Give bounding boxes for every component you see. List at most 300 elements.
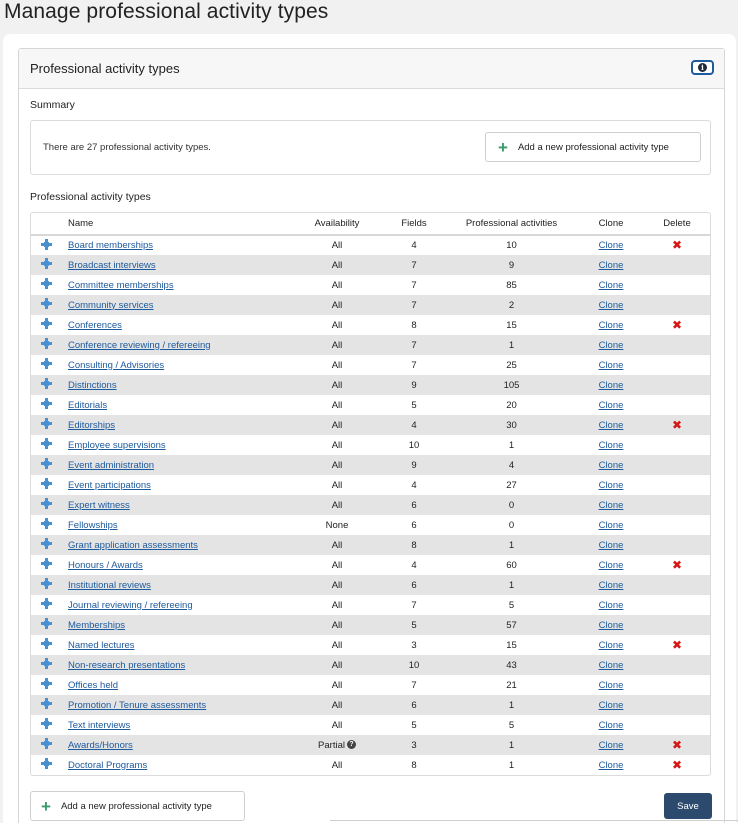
drag-move-icon <box>41 378 52 389</box>
info-icon: i <box>698 63 707 72</box>
activity-types-panel <box>18 48 725 823</box>
drag-move-icon <box>41 518 52 529</box>
table-row <box>31 395 710 415</box>
activities-cell: 1 <box>508 579 515 591</box>
availability-value: All <box>331 599 343 611</box>
drag-handle[interactable] <box>31 555 61 575</box>
drag-move-icon <box>41 698 52 709</box>
drag-handle[interactable] <box>31 275 61 295</box>
activities-cell: 1 <box>508 699 515 711</box>
delete-cell <box>644 495 710 515</box>
activity-type-link[interactable]: Editorships <box>68 419 115 431</box>
clone-link[interactable]: Clone <box>598 419 624 431</box>
availability-value: All <box>331 240 343 251</box>
clone-cell <box>578 395 644 415</box>
info-button[interactable] <box>691 60 714 75</box>
drag-handle[interactable] <box>31 455 61 475</box>
fields-cell: 5 <box>411 719 417 731</box>
drag-move-icon <box>41 758 52 769</box>
save-button[interactable]: Save <box>664 793 712 819</box>
drag-move-icon <box>41 298 52 309</box>
clone-link[interactable]: Clone <box>598 399 624 411</box>
clone-cell <box>578 415 644 435</box>
column-header-clone: Clone <box>578 213 644 235</box>
activity-type-link[interactable]: Non-research presentations <box>68 659 186 671</box>
availability-cell <box>291 255 383 275</box>
clone-link[interactable]: Clone <box>598 439 624 451</box>
fields-cell: 7 <box>411 279 417 291</box>
activities-cell: 2 <box>508 299 515 311</box>
clone-link[interactable]: Clone <box>598 659 624 671</box>
availability-cell <box>291 535 383 555</box>
drag-handle[interactable] <box>31 535 61 555</box>
drag-handle[interactable] <box>31 375 61 395</box>
clone-cell <box>578 375 644 395</box>
delete-icon[interactable]: ✖ <box>671 417 683 432</box>
clone-link[interactable]: Clone <box>598 539 624 551</box>
availability-cell <box>291 575 383 595</box>
drag-handle[interactable] <box>31 575 61 595</box>
clone-link[interactable]: Clone <box>598 719 624 731</box>
drag-move-icon <box>41 239 52 250</box>
name-cell <box>61 655 291 675</box>
name-cell <box>61 595 291 615</box>
drag-move-icon <box>41 498 52 509</box>
drag-handle[interactable] <box>31 615 61 635</box>
clone-cell <box>578 675 644 695</box>
availability-value: All <box>331 419 343 431</box>
drag-handle[interactable] <box>31 395 61 415</box>
activity-types-table-container <box>30 212 711 776</box>
drag-handle[interactable] <box>31 755 61 775</box>
activities-cell: 60 <box>506 559 517 571</box>
clone-link[interactable]: Clone <box>598 319 624 331</box>
clone-cell <box>578 515 644 535</box>
drag-move-icon <box>41 418 52 429</box>
table-row <box>31 675 710 695</box>
clone-cell <box>578 275 644 295</box>
availability-value: All <box>331 359 343 371</box>
clone-link[interactable]: Clone <box>598 679 624 691</box>
availability-cell <box>291 495 383 515</box>
activity-type-link[interactable]: Expert witness <box>68 499 130 511</box>
clone-cell <box>578 695 644 715</box>
activity-type-link[interactable]: Conference reviewing / refereeing <box>68 339 211 351</box>
fields-cell: 8 <box>411 319 417 331</box>
drag-move-icon <box>41 438 52 449</box>
activity-type-link[interactable]: Named lectures <box>68 639 135 651</box>
clone-cell <box>578 535 644 555</box>
activity-type-link[interactable]: Awards/Honors <box>68 739 133 751</box>
delete-cell <box>644 255 710 275</box>
clone-cell <box>578 655 644 675</box>
activities-cell: 1 <box>508 539 515 551</box>
clone-link[interactable]: Clone <box>598 359 624 371</box>
drag-handle[interactable] <box>31 295 61 315</box>
delete-cell <box>644 315 710 335</box>
drag-handle[interactable] <box>31 635 61 655</box>
help-icon[interactable]: ? <box>347 740 356 749</box>
table-row <box>31 335 710 355</box>
drag-handle[interactable] <box>31 595 61 615</box>
availability-cell <box>291 315 383 335</box>
availability-value: All <box>331 319 343 331</box>
activities-cell: 15 <box>506 319 517 331</box>
name-cell <box>61 755 291 775</box>
summary-text: There are 27 professional activity types. <box>43 142 211 153</box>
drag-move-icon <box>41 598 52 609</box>
drag-handle[interactable] <box>31 715 61 735</box>
column-header-delete: Delete <box>644 213 710 235</box>
delete-cell <box>644 475 710 495</box>
drag-handle[interactable] <box>31 255 61 275</box>
table-row <box>31 295 710 315</box>
table-row <box>31 575 710 595</box>
plus-icon: + <box>41 796 51 816</box>
drag-handle[interactable] <box>31 655 61 675</box>
availability-value: All <box>331 499 343 511</box>
clone-link[interactable]: Clone <box>598 259 624 271</box>
clone-link[interactable]: Clone <box>598 339 624 351</box>
availability-value: All <box>331 559 343 571</box>
divider <box>330 820 738 821</box>
activities-cell: 0 <box>508 499 515 511</box>
activity-type-link[interactable]: Community services <box>68 299 154 311</box>
delete-cell <box>644 515 710 535</box>
clone-cell <box>578 235 644 255</box>
clone-link[interactable]: Clone <box>598 459 624 471</box>
table-row <box>31 415 710 435</box>
fields-cell: 4 <box>411 240 417 251</box>
drag-handle[interactable] <box>31 735 61 755</box>
clone-link[interactable]: Clone <box>598 499 624 511</box>
availability-value: All <box>331 659 343 671</box>
fields-cell: 8 <box>411 759 417 771</box>
clone-cell <box>578 335 644 355</box>
name-cell <box>61 715 291 735</box>
table-row <box>31 735 710 755</box>
activity-type-link[interactable]: Promotion / Tenure assessments <box>68 699 207 711</box>
delete-cell <box>644 675 710 695</box>
availability-cell <box>291 735 383 755</box>
delete-cell <box>644 395 710 415</box>
name-cell <box>61 315 291 335</box>
activity-type-link[interactable]: Event administration <box>68 459 155 471</box>
table-row <box>31 695 710 715</box>
activity-type-link[interactable]: Committee memberships <box>68 279 174 291</box>
table-row <box>31 275 710 295</box>
table-row <box>31 235 710 255</box>
summary-label: Summary <box>30 99 75 111</box>
activity-type-link[interactable]: Honours / Awards <box>68 559 143 571</box>
availability-value: All <box>331 399 343 411</box>
table-row <box>31 355 710 375</box>
clone-cell <box>578 575 644 595</box>
availability-value: All <box>331 579 343 591</box>
availability-cell <box>291 395 383 415</box>
name-cell <box>61 695 291 715</box>
clone-cell <box>578 255 644 275</box>
fields-cell: 3 <box>411 739 417 751</box>
clone-link[interactable]: Clone <box>598 579 624 591</box>
activity-type-link[interactable]: Offices held <box>68 679 118 691</box>
table-header-row <box>31 213 710 235</box>
activities-cell: 20 <box>506 399 517 411</box>
delete-icon[interactable]: ✖ <box>671 557 683 572</box>
name-cell <box>61 475 291 495</box>
drag-move-icon <box>41 618 52 629</box>
fields-cell: 7 <box>411 679 417 691</box>
drag-handle[interactable] <box>31 355 61 375</box>
table-body <box>31 235 710 775</box>
fields-cell: 10 <box>408 659 420 671</box>
activity-type-link[interactable]: Editorials <box>68 399 108 411</box>
name-cell <box>61 455 291 475</box>
activity-type-link[interactable]: Text interviews <box>68 719 131 731</box>
activities-cell: 9 <box>508 259 515 271</box>
activities-cell: 4 <box>508 459 515 471</box>
delete-icon[interactable]: ✖ <box>671 238 683 252</box>
clone-cell <box>578 755 644 775</box>
delete-icon[interactable]: ✖ <box>671 757 683 772</box>
delete-icon[interactable]: ✖ <box>671 317 683 332</box>
fields-cell: 7 <box>411 339 417 351</box>
name-cell <box>61 555 291 575</box>
activities-cell: 85 <box>506 279 517 291</box>
delete-cell <box>644 735 710 755</box>
name-cell <box>61 735 291 755</box>
activity-type-link[interactable]: Doctoral Programs <box>68 759 148 771</box>
fields-cell: 9 <box>411 459 417 471</box>
availability-cell <box>291 415 383 435</box>
clone-cell <box>578 715 644 735</box>
column-header-fields: Fields <box>383 213 445 235</box>
fields-cell: 4 <box>411 559 417 571</box>
delete-cell <box>644 635 710 655</box>
delete-cell <box>644 695 710 715</box>
activity-type-link[interactable]: Consulting / Advisories <box>68 359 165 371</box>
fields-cell: 4 <box>411 419 417 431</box>
clone-link[interactable]: Clone <box>598 279 624 291</box>
clone-cell <box>578 595 644 615</box>
name-cell <box>61 495 291 515</box>
table-row <box>31 495 710 515</box>
column-header-availability: Availability <box>291 213 383 235</box>
clone-link[interactable]: Clone <box>598 559 624 571</box>
delete-cell <box>644 595 710 615</box>
table-row <box>31 435 710 455</box>
availability-cell <box>291 655 383 675</box>
availability-cell <box>291 435 383 455</box>
delete-cell <box>644 755 710 775</box>
availability-cell <box>291 695 383 715</box>
drag-handle[interactable] <box>31 695 61 715</box>
activities-cell: 1 <box>508 759 515 771</box>
name-cell <box>61 375 291 395</box>
clone-link[interactable]: Clone <box>598 639 624 651</box>
fields-cell: 5 <box>411 619 417 631</box>
drag-handle[interactable] <box>31 335 61 355</box>
activities-cell: 5 <box>508 599 515 611</box>
fields-cell: 6 <box>411 499 417 511</box>
name-cell <box>61 275 291 295</box>
clone-link[interactable]: Clone <box>598 240 624 251</box>
fields-cell: 7 <box>411 299 417 311</box>
table-row <box>31 635 710 655</box>
add-activity-type-label: Add a new professional activity type <box>517 141 669 153</box>
table-row <box>31 655 710 675</box>
name-cell <box>61 255 291 275</box>
clone-cell <box>578 555 644 575</box>
availability-value: All <box>331 539 343 551</box>
activity-type-link[interactable]: Journal reviewing / refereeing <box>68 599 193 611</box>
availability-value: All <box>331 299 343 311</box>
delete-cell <box>644 615 710 635</box>
availability-cell <box>291 375 383 395</box>
delete-cell <box>644 415 710 435</box>
table-row <box>31 455 710 475</box>
availability-value: All <box>331 279 343 291</box>
add-activity-type-button-bottom[interactable] <box>30 791 245 821</box>
activities-cell: 5 <box>508 719 515 731</box>
table-row <box>31 375 710 395</box>
drag-handle[interactable] <box>31 475 61 495</box>
activities-cell: 30 <box>506 419 517 431</box>
drag-move-icon <box>41 738 52 749</box>
fields-cell: 7 <box>411 359 417 371</box>
clone-link[interactable]: Clone <box>598 599 624 611</box>
activity-type-link[interactable]: Distinctions <box>68 379 117 391</box>
activity-type-link[interactable]: Event participations <box>68 479 151 491</box>
availability-value: All <box>331 259 343 271</box>
availability-value: All <box>331 379 343 391</box>
clone-cell <box>578 435 644 455</box>
clone-link[interactable]: Clone <box>598 299 624 311</box>
activity-type-link[interactable]: Memberships <box>68 619 126 631</box>
activity-type-link[interactable]: Grant application assessments <box>68 539 198 551</box>
availability-cell <box>291 595 383 615</box>
activities-cell: 43 <box>506 659 517 671</box>
drag-move-icon <box>41 398 52 409</box>
clone-link[interactable]: Clone <box>598 759 624 771</box>
availability-value: All <box>331 479 343 491</box>
availability-value: All <box>331 719 343 731</box>
name-cell <box>61 615 291 635</box>
activity-type-link[interactable]: Employee supervisions <box>68 439 166 451</box>
availability-cell <box>291 755 383 775</box>
activity-type-link[interactable]: Board memberships <box>68 240 154 251</box>
availability-cell <box>291 515 383 535</box>
availability-value: All <box>331 759 343 771</box>
name-cell <box>61 435 291 455</box>
activity-type-link[interactable]: Conferences <box>68 319 122 331</box>
availability-cell <box>291 675 383 695</box>
availability-cell <box>291 275 383 295</box>
activities-cell: 0 <box>508 519 515 531</box>
drag-handle[interactable] <box>31 495 61 515</box>
content-card <box>3 34 736 823</box>
activity-type-link[interactable]: Institutional reviews <box>68 579 151 591</box>
availability-value: All <box>331 339 343 351</box>
table-row <box>31 555 710 575</box>
delete-icon[interactable]: ✖ <box>671 737 683 752</box>
activities-cell: 25 <box>506 359 517 371</box>
drag-handle[interactable] <box>31 415 61 435</box>
fields-cell: 9 <box>411 379 417 391</box>
clone-link[interactable]: Clone <box>598 519 624 531</box>
clone-cell <box>578 455 644 475</box>
activity-types-table <box>31 213 710 775</box>
clone-cell <box>578 615 644 635</box>
column-header-drag <box>31 213 61 235</box>
clone-link[interactable]: Clone <box>598 379 624 391</box>
fields-cell: 7 <box>411 599 417 611</box>
drag-move-icon <box>41 338 52 349</box>
clone-cell <box>578 635 644 655</box>
delete-cell <box>644 555 710 575</box>
table-row <box>31 615 710 635</box>
clone-cell <box>578 495 644 515</box>
drag-handle[interactable] <box>31 315 61 335</box>
panel-header <box>19 49 724 89</box>
drag-handle[interactable] <box>31 235 61 255</box>
activities-cell: 21 <box>506 679 517 691</box>
availability-value: All <box>331 679 343 691</box>
drag-move-icon <box>41 278 52 289</box>
delete-cell <box>644 715 710 735</box>
activity-type-link[interactable]: Fellowships <box>68 519 118 531</box>
availability-cell <box>291 335 383 355</box>
delete-cell <box>644 295 710 315</box>
clone-link[interactable]: Clone <box>598 699 624 711</box>
activities-cell: 57 <box>506 619 517 631</box>
drag-handle[interactable] <box>31 515 61 535</box>
availability-value: All <box>331 459 343 471</box>
clone-link[interactable]: Clone <box>598 739 624 751</box>
summary-box <box>30 120 711 175</box>
table-row <box>31 255 710 275</box>
clone-cell <box>578 355 644 375</box>
delete-icon[interactable]: ✖ <box>671 637 683 652</box>
fields-cell: 6 <box>411 519 417 531</box>
clone-link[interactable]: Clone <box>598 479 624 491</box>
add-activity-type-label: Add a new professional activity type <box>60 800 212 812</box>
clone-link[interactable]: Clone <box>598 619 624 631</box>
clone-cell <box>578 475 644 495</box>
fields-cell: 5 <box>411 399 417 411</box>
name-cell <box>61 515 291 535</box>
availability-cell <box>291 455 383 475</box>
delete-cell <box>644 355 710 375</box>
clone-cell <box>578 315 644 335</box>
delete-cell <box>644 455 710 475</box>
drag-move-icon <box>41 478 52 489</box>
activities-cell: 1 <box>508 439 515 451</box>
drag-move-icon <box>41 538 52 549</box>
activity-type-link[interactable]: Broadcast interviews <box>68 259 156 271</box>
drag-handle[interactable] <box>31 435 61 455</box>
name-cell <box>61 635 291 655</box>
table-row <box>31 515 710 535</box>
availability-value: All <box>331 639 343 651</box>
add-activity-type-button-top[interactable] <box>485 132 701 162</box>
drag-move-icon <box>41 358 52 369</box>
drag-handle[interactable] <box>31 675 61 695</box>
delete-cell <box>644 575 710 595</box>
name-cell <box>61 395 291 415</box>
availability-cell <box>291 295 383 315</box>
delete-cell <box>644 235 710 255</box>
